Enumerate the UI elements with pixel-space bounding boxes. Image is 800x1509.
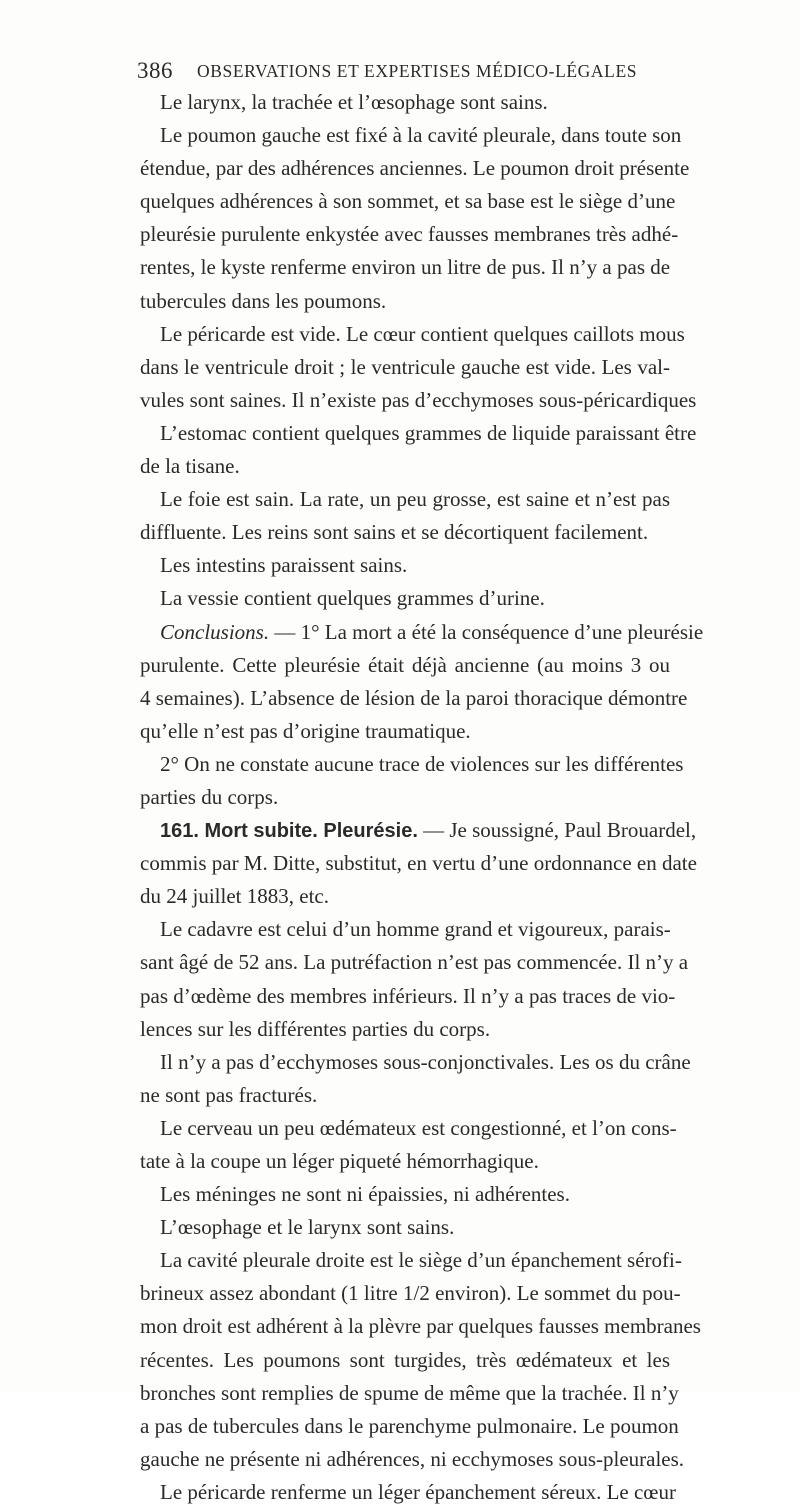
text-line: L’œsophage et le larynx sont sains. <box>160 1215 455 1240</box>
text-line: Il n’y a pas d’ecchymoses sous-conjonctivales. Les os du crâne <box>160 1049 691 1074</box>
text-line: Conclusions. — 1° La mort a été la conséquence d’une pleurésie <box>160 619 704 644</box>
text-line: lences sur les différentes parties du corps. <box>140 1016 491 1041</box>
text-line: commis par M. Ditte, substitut, en vertu d’une ordonnance en date <box>140 851 697 876</box>
text-line: de la tisane. <box>140 454 240 479</box>
text-line: 2° On ne constate aucune trace de violences sur les différentes <box>160 751 684 776</box>
text-line: Les méninges ne sont ni épaissies, ni adhérentes. <box>160 1182 570 1207</box>
text-line: pas d’œdème des membres inférieurs. Il n’y a pas traces de vio- <box>140 983 676 1008</box>
running-title: OBSERVATIONS ET EXPERTISES MÉDICO-LÉGALES <box>197 61 638 81</box>
running-head <box>137 58 697 88</box>
section-heading: 161. Mort subite. Pleurésie. <box>160 820 418 843</box>
text-line: brineux assez abondant (1 litre 1/2 environ). Le sommet du pou- <box>140 1281 681 1306</box>
text-line: La cavité pleurale droite est le siège d’un épanchement sérofi- <box>160 1248 682 1273</box>
text-line: quelques adhérences à son sommet, et sa base est le siège d’une <box>140 189 676 214</box>
text-line: Le cerveau un peu œdémateux est congestionné, et l’on cons- <box>160 1115 677 1140</box>
text-line: 4 semaines). L’absence de lésion de la paroi thoracique démontre <box>140 685 688 710</box>
text-line: dans le ventricule droit ; le ventricule gauche est vide. Les val- <box>140 354 670 379</box>
text-line: qu’elle n’est pas d’origine traumatique. <box>140 718 471 743</box>
page-number: 386 <box>137 58 173 83</box>
text-line: a pas de tubercules dans le parenchyme pulmonaire. Le poumon <box>140 1413 679 1438</box>
text-line: vules sont saines. Il n’existe pas d’ecchymoses sous-péricardiques <box>140 387 697 412</box>
text-line: pleurésie purulente enkystée avec fausses membranes très adhé- <box>140 222 679 247</box>
text-line: gauche ne présente ni adhérences, ni ecchymoses sous-pleurales. <box>140 1446 685 1471</box>
text-line: ne sont pas fracturés. <box>140 1082 318 1107</box>
text-line: sant âgé de 52 ans. La putréfaction n’est pas commencée. Il n’y a <box>140 950 689 975</box>
text-line: récentes. Les poumons sont turgides, très œdémateux et les <box>140 1347 670 1372</box>
text-line: La vessie contient quelques grammes d’urine. <box>160 586 545 611</box>
text-line: tubercules dans les poumons. <box>140 288 387 313</box>
text-line: tate à la coupe un léger piqueté hémorrhagique. <box>140 1149 539 1173</box>
text-line: du 24 juillet 1883, etc. <box>140 884 329 909</box>
text-line: parties du corps. <box>140 784 279 809</box>
text-line: Le poumon gauche est fixé à la cavité pleurale, dans toute son <box>160 123 682 148</box>
text-line: L’estomac contient quelques grammes de liquide paraissant être <box>160 420 697 445</box>
text-line: Les intestins paraissent sains. <box>160 553 408 578</box>
text-line: diffluente. Les reins sont sains et se décortiquent facilement. <box>140 520 649 545</box>
text-line: Le péricarde est vide. Le cœur contient quelques caillots mous <box>160 321 685 346</box>
italic-heading: Conclusions. <box>160 619 270 644</box>
text-line: Le cadavre est celui d’un homme grand et vigoureux, parais- <box>160 917 671 942</box>
text-line: rentes, le kyste renferme environ un litre de pus. Il n’y a pas de <box>140 255 671 280</box>
text-line: étendue, par des adhérences anciennes. Le poumon droit présente <box>140 156 690 181</box>
text-line: Le larynx, la trachée et l’œsophage sont sains. <box>160 90 548 114</box>
text-line: bronches sont remplies de spume de même que la trachée. Il n’y <box>140 1380 679 1405</box>
body-text <box>140 86 704 1509</box>
text-line: purulente. Cette pleurésie était déjà ancienne (au moins 3 ou <box>140 652 670 677</box>
text-line: 161. Mort subite. Pleurésie. — Je soussigné, Paul Brouardel, <box>160 818 697 843</box>
text-line: Le péricarde renferme un léger épanchement séreux. Le cœur <box>160 1479 676 1504</box>
text-line: Le foie est sain. La rate, un peu grosse, est saine et n’est pas <box>160 487 670 512</box>
text-line: mon droit est adhérent à la plèvre par quelques fausses membranes <box>140 1314 701 1339</box>
